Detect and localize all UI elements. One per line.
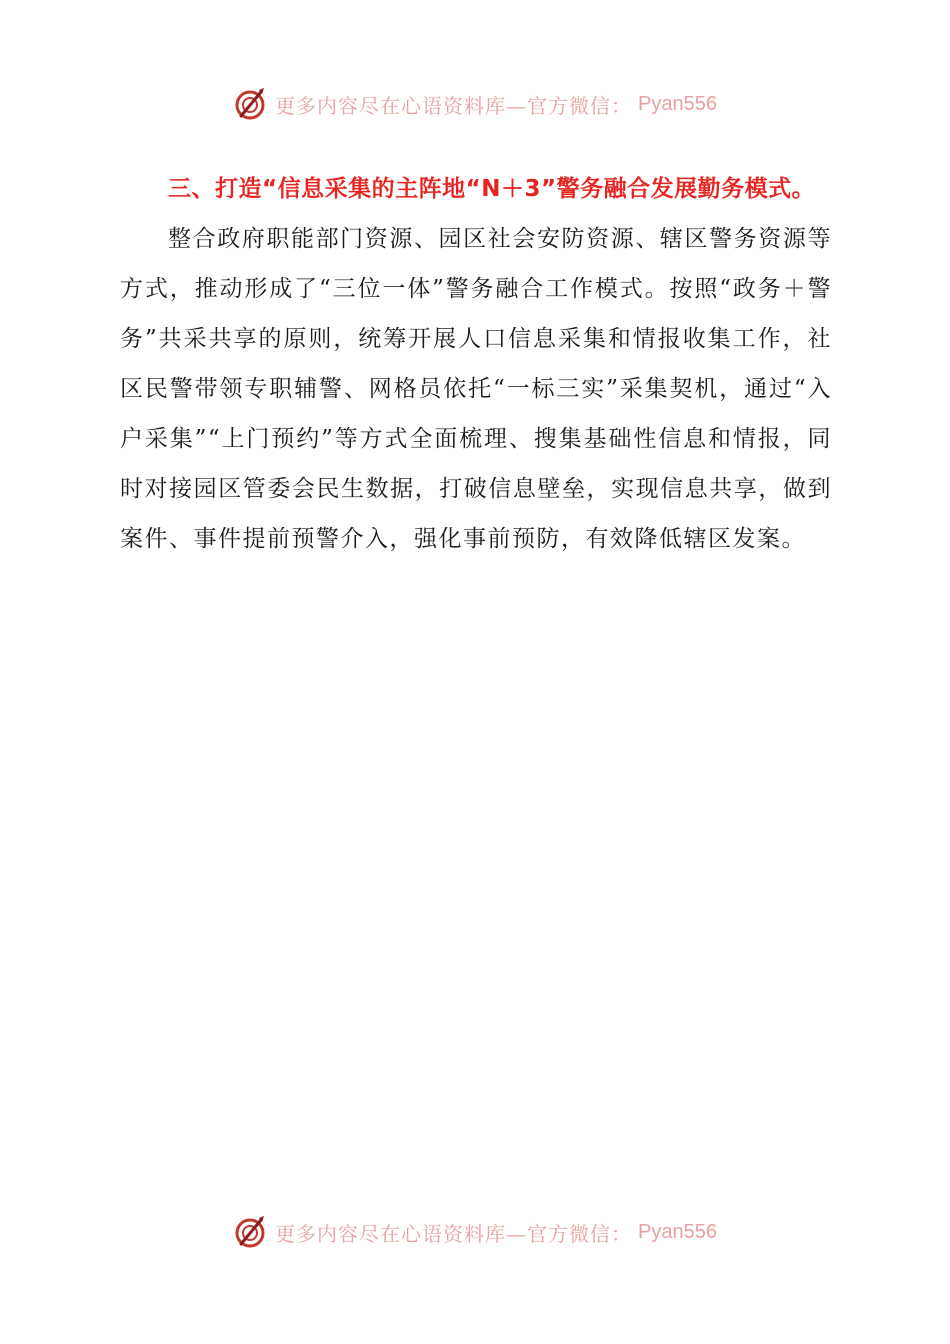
section-heading: 三、打造“信息采集的主阵地“N＋3”警务融合发展勤务模式。 [168, 176, 816, 202]
footer-watermark-banner [0, 1212, 950, 1252]
pen-swirl-logo-icon [233, 86, 269, 122]
banner-text: 更多内容尽在心语资料库—官方微信： [275, 1221, 633, 1246]
wechat-id: Pyan556 [638, 92, 717, 115]
banner-text: 更多内容尽在心语资料库—官方微信： [275, 93, 633, 118]
header-watermark-banner [0, 84, 950, 124]
wechat-id: Pyan556 [638, 1220, 717, 1243]
document-body [120, 164, 832, 564]
pen-swirl-logo-icon [233, 1214, 269, 1250]
section-paragraph: 整合政府职能部门资源、园区社会安防资源、辖区警务资源等方式，推动形成了“三位一体”警务融合工作模式。按照“政务＋警务”共采共享的原则，统筹开展人口信息采集和情报收集工作，社区民警带领专职辅警、网格员依托“一标三实”采集契机，通过“入户采集”“上门预约”等方式全面梳理、搜集基础性信息和情报，同时对接园区管委会民生数据，打破信息壁垒，实现信息共享，做到案件、事件提前预警介入，强化事前预防，有效降低辖区发案。 [120, 226, 832, 552]
